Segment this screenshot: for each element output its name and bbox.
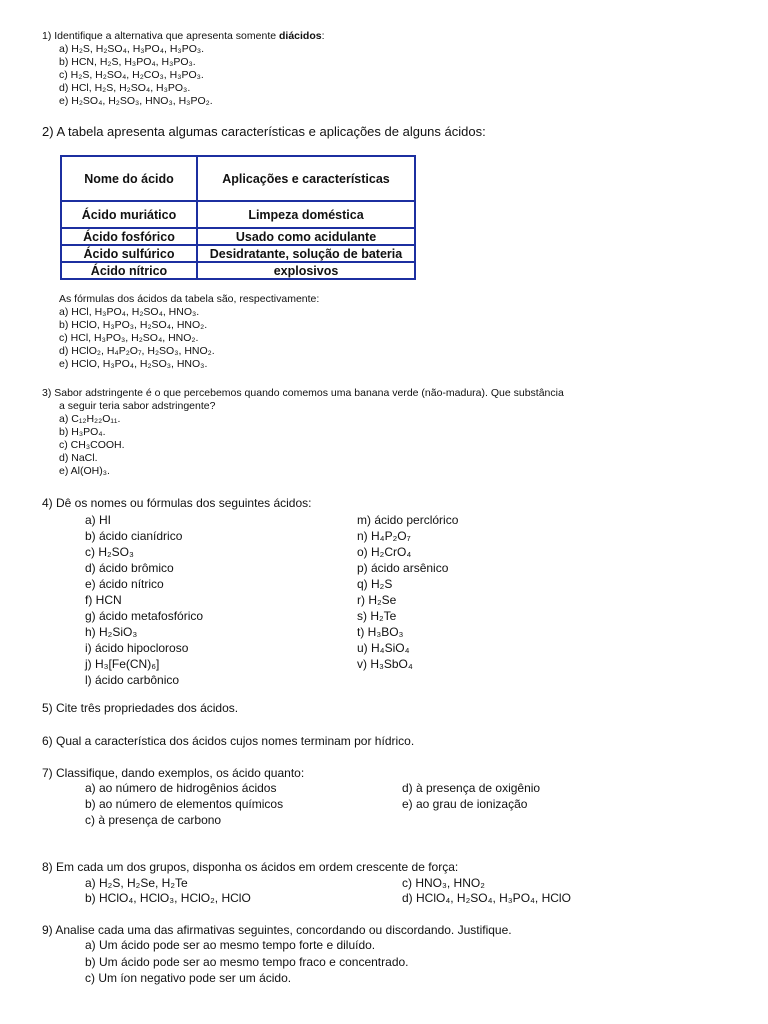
q4-item-t: t) H₃BO₃	[357, 625, 404, 639]
q4-item-r: r) H₂Se	[357, 593, 397, 607]
q1-option-c: c) H₂S, H₂SO₄, H₂CO₃, H₃PO₃.	[59, 69, 204, 81]
q8-title: 8) Em cada um dos grupos, disponha os ácidos em ordem crescente de força:	[42, 860, 459, 874]
table-header-name: Nome do ácido	[61, 156, 197, 201]
table-cell-acid: Ácido sulfúrico	[61, 245, 197, 262]
table-row	[61, 201, 415, 228]
q1-title-bold: diácidos	[279, 30, 322, 42]
q4-item-u: u) H₄SiO₄	[357, 641, 410, 655]
q8-item-a: a) H₂S, H₂Se, H₂Te	[85, 876, 188, 890]
q3-title-line2: a seguir teria sabor adstringente?	[59, 400, 216, 412]
q4-item-e: e) ácido nítrico	[85, 577, 164, 591]
q8-item-c: c) HNO₃, HNO₂	[402, 876, 485, 890]
q4-item-q: q) H₂S	[357, 577, 393, 591]
table-row	[61, 262, 415, 279]
q6-title: 6) Qual a característica dos ácidos cujos nomes terminam por hídrico.	[42, 734, 415, 748]
table-cell-acid: Ácido fosfórico	[61, 228, 197, 245]
q4-item-j: j) H₃[Fe(CN)₆]	[85, 657, 160, 671]
q4-item-m: m) ácido perclórico	[357, 513, 459, 527]
q4-item-s: s) H₂Te	[357, 609, 397, 623]
q1-option-e: e) H₂SO₄, H₂SO₃, HNO₃, H₃PO₂.	[59, 95, 213, 107]
q1-option-d: d) HCl, H₂S, H₂SO₄, H₃PO₃.	[59, 82, 191, 94]
table-cell-acid: Ácido nítrico	[61, 262, 197, 279]
q1-title-end: :	[321, 30, 325, 42]
table-cell-application: Usado como acidulante	[197, 228, 415, 245]
table-header-row	[61, 156, 415, 201]
q7-item-a: a) ao número de hidrogênios ácidos	[85, 781, 277, 795]
q3-option-e: e) Al(OH)₃.	[59, 465, 110, 477]
q1-option-b: b) HCN, H₂S, H₃PO₄, H₃PO₃.	[59, 56, 196, 68]
q1-title	[42, 30, 325, 42]
table-cell-application: explosivos	[197, 262, 415, 279]
q8-item-d: d) HClO₄, H₂SO₄, H₃PO₄, HClO	[402, 891, 571, 905]
q4-item-a: a) HI	[85, 513, 112, 527]
q9-item-a: a) Um ácido pode ser ao mesmo tempo forte e diluído.	[85, 938, 376, 952]
q2-title: 2) A tabela apresenta algumas características e aplicações de alguns ácidos:	[42, 124, 486, 139]
table-cell-application: Limpeza doméstica	[197, 201, 415, 228]
q4-item-c: c) H₂SO₃	[85, 545, 134, 559]
q9-title: 9) Analise cada uma das afirmativas seguintes, concordando ou discordando. Justifique.	[42, 923, 512, 937]
q4-item-o: o) H₂CrO₄	[357, 545, 412, 559]
q4-item-n: n) H₄P₂O₇	[357, 529, 411, 543]
table-header-applications: Aplicações e características	[197, 156, 415, 201]
q5-title: 5) Cite três propriedades dos ácidos.	[42, 701, 239, 715]
q3-option-a: a) C₁₂H₂₂O₁₁.	[59, 413, 121, 425]
q9-item-b: b) Um ácido pode ser ao mesmo tempo fraco e concentrado.	[85, 955, 409, 969]
table-cell-application: Desidratante, solução de bateria	[197, 245, 415, 262]
q4-item-l: l) ácido carbônico	[85, 673, 180, 687]
q1-title-text: 1) Identifique a alternativa que apresenta somente	[42, 30, 279, 42]
q3-option-c: c) CH₃COOH.	[59, 439, 125, 451]
acid-table	[60, 155, 416, 280]
q4-item-b: b) ácido cianídrico	[85, 529, 183, 543]
q2-option-a: a) HCl, H₃PO₄, H₂SO₄, HNO₃.	[59, 306, 200, 318]
q4-item-g: g) ácido metafosfórico	[85, 609, 204, 623]
q2-option-c: c) HCl, H₃PO₃, H₂SO₄, HNO₂.	[59, 332, 199, 344]
q2-option-d: d) HClO₂, H₄P₂O₇, H₂SO₃, HNO₂.	[59, 345, 215, 357]
q8-item-b: b) HClO₄, HClO₃, HClO₂, HClO	[85, 891, 251, 905]
q7-item-c: c) à presença de carbono	[85, 813, 222, 827]
table-row	[61, 245, 415, 262]
q7-title: 7) Classifique, dando exemplos, os ácido quanto:	[42, 766, 305, 780]
q3-option-b: b) H₃PO₄.	[59, 426, 106, 438]
q7-item-e: e) ao grau de ionização	[402, 797, 528, 811]
q4-item-d: d) ácido brômico	[85, 561, 174, 575]
q2-option-e: e) HClO, H₃PO₄, H₂SO₃, HNO₃.	[59, 358, 208, 370]
q4-item-v: v) H₃SbO₄	[357, 657, 413, 671]
q4-item-i: i) ácido hipocloroso	[85, 641, 189, 655]
q7-item-b: b) ao número de elementos químicos	[85, 797, 284, 811]
q4-item-f: f) HCN	[85, 593, 122, 607]
q1-option-a: a) H₂S, H₂SO₄, H₃PO₄, H₃PO₃.	[59, 43, 205, 55]
q3-option-d: d) NaCl.	[59, 452, 98, 464]
table-cell-acid: Ácido muriático	[61, 201, 197, 228]
q2-option-b: b) HClO, H₃PO₃, H₂SO₄, HNO₂.	[59, 319, 208, 331]
q7-item-d: d) à presença de oxigênio	[402, 781, 541, 795]
table-row	[61, 228, 415, 245]
q4-item-p: p) ácido arsênico	[357, 561, 449, 575]
q9-item-c: c) Um íon negativo pode ser um ácido.	[85, 971, 292, 985]
q2-question: As fórmulas dos ácidos da tabela são, respectivamente:	[59, 293, 320, 305]
q4-title: 4) Dê os nomes ou fórmulas dos seguintes ácidos:	[42, 496, 312, 510]
q3-title-line1: 3) Sabor adstringente é o que percebemos quando comemos uma banana verde (não-madura). Que substância	[42, 387, 564, 399]
q4-item-h: h) H₂SiO₃	[85, 625, 138, 639]
